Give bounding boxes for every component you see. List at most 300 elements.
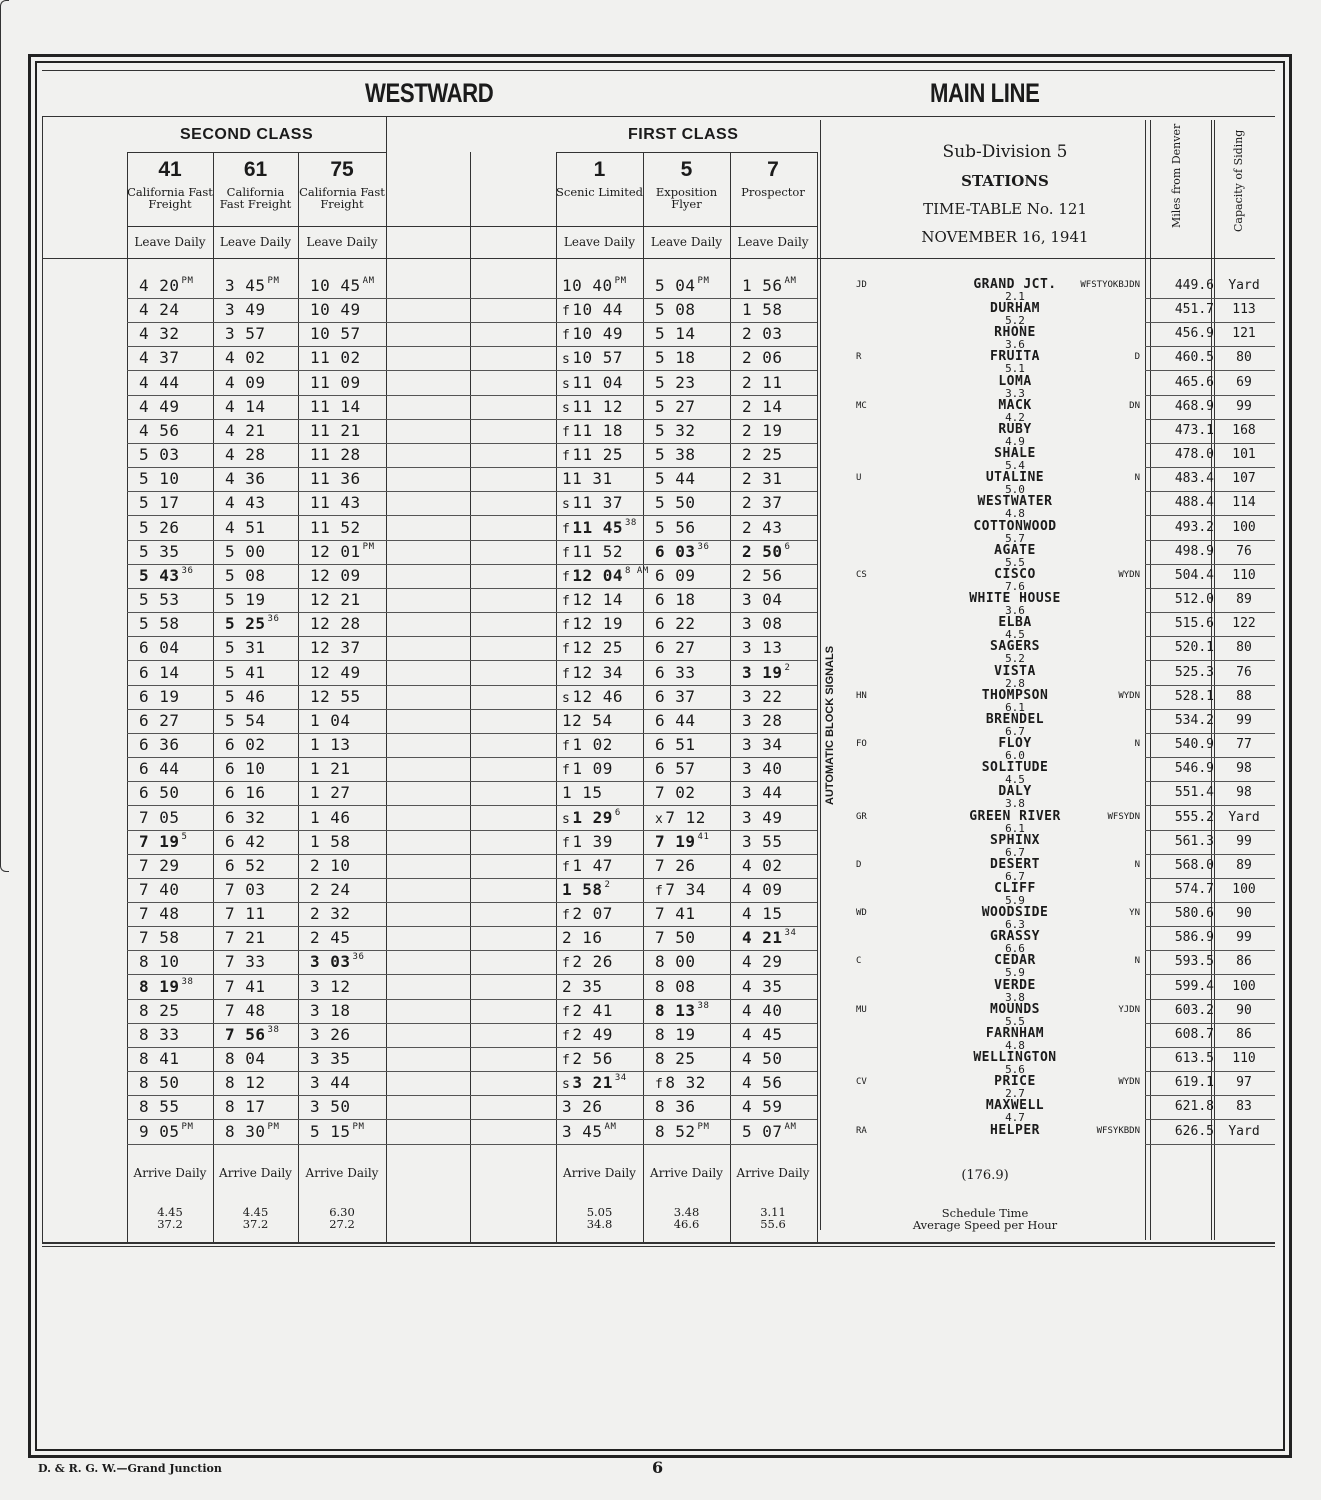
time-value: 3 34 xyxy=(742,735,783,755)
arrive-daily-label: Arrive Daily xyxy=(133,1166,207,1180)
station-facilities: WFSYKBDN xyxy=(1096,1125,1140,1136)
miles-from-denver: 619.1 xyxy=(1174,1075,1214,1091)
time-cell xyxy=(742,445,783,464)
siding-capacity: 83 xyxy=(1236,1099,1252,1115)
miles-from-denver: 515.6 xyxy=(1174,616,1214,632)
station-name: LOMA xyxy=(998,373,1032,389)
time-value: 6 51 xyxy=(655,735,696,755)
time-cell xyxy=(742,373,783,392)
time-cell xyxy=(225,590,266,609)
time-value: 7 12 xyxy=(665,807,706,827)
schedule-time: 4.45 xyxy=(242,1205,269,1219)
time-value: 7 21 xyxy=(225,928,266,948)
time-value: 8 10 xyxy=(139,952,180,972)
time-value: 3 04 xyxy=(742,590,783,610)
time-cell xyxy=(225,711,266,730)
time-cell xyxy=(139,1097,180,1116)
station-code: D xyxy=(856,859,862,870)
time-value: 3 55 xyxy=(742,831,783,851)
time-value: 6 27 xyxy=(655,638,696,658)
row-rule xyxy=(127,370,817,371)
col-rule xyxy=(386,152,387,1242)
time-value: 6 42 xyxy=(225,831,266,851)
miles-from-denver: 528.1 xyxy=(1174,688,1214,704)
time-value: 1 47 xyxy=(572,855,613,875)
time-cell xyxy=(562,663,623,682)
time-value: 4 02 xyxy=(225,348,266,368)
row-rule xyxy=(127,757,817,758)
time-cell xyxy=(742,469,783,488)
miles-from-denver: 460.5 xyxy=(1174,350,1214,366)
time-cell xyxy=(562,397,623,416)
time-value: 3 12 xyxy=(310,976,351,996)
station-name: WHITE HOUSE xyxy=(969,591,1061,607)
time-cell xyxy=(310,735,351,754)
miles-from-denver: 451.7 xyxy=(1174,302,1214,318)
time-cell xyxy=(225,373,266,392)
time-cell xyxy=(225,300,266,319)
station-distance: 6.1 xyxy=(1005,700,1025,714)
time-note: 34 xyxy=(784,928,797,939)
station-distance: 6.0 xyxy=(1005,749,1025,763)
time-cell xyxy=(225,1025,279,1044)
time-cell xyxy=(310,397,361,416)
time-note: PM xyxy=(267,276,280,286)
time-cell xyxy=(310,276,375,295)
time-cell xyxy=(139,759,180,778)
time-cell xyxy=(742,1122,796,1141)
time-cell xyxy=(139,663,180,682)
time-cell xyxy=(655,687,696,706)
stop-flag: x xyxy=(655,811,664,827)
station-name: WELLINGTON xyxy=(973,1050,1057,1066)
time-value: 11 31 xyxy=(562,469,613,489)
time-value: 4 45 xyxy=(742,1024,783,1044)
time-value: 5 00 xyxy=(225,541,266,561)
time-cell xyxy=(562,687,623,706)
col-rule-class xyxy=(386,116,387,152)
siding-capacity: 77 xyxy=(1236,737,1252,753)
miles-from-denver-label: Miles from Denver xyxy=(1170,123,1183,228)
station-facilities: WFSTYOKBJDN xyxy=(1080,280,1140,290)
time-cell xyxy=(655,518,696,537)
rule-bottom xyxy=(42,1242,1275,1244)
siding-capacity: 89 xyxy=(1236,592,1252,608)
time-cell xyxy=(562,566,649,585)
time-cell xyxy=(742,1025,783,1044)
siding-capacity: 100 xyxy=(1232,978,1256,994)
siding-capacity: 168 xyxy=(1232,422,1256,438)
time-cell xyxy=(310,493,361,512)
time-note: 2 xyxy=(604,880,611,890)
time-value: 4 50 xyxy=(742,1049,783,1069)
station-distance: 6.7 xyxy=(1005,845,1025,859)
miles-from-denver: 449.6 xyxy=(1174,278,1214,293)
time-cell xyxy=(225,542,266,561)
time-value: 2 37 xyxy=(742,493,783,513)
time-value: 6 36 xyxy=(139,735,180,755)
time-value: 5 35 xyxy=(139,541,180,561)
time-value: 2 45 xyxy=(310,928,351,948)
siding-capacity: 101 xyxy=(1232,447,1256,463)
station-name: ELBA xyxy=(998,615,1032,631)
row-rule xyxy=(1145,926,1275,927)
schedule-time: 3.11 xyxy=(760,1205,786,1219)
time-value: 4 14 xyxy=(225,396,266,416)
time-value: 11 52 xyxy=(310,517,361,537)
rule-first xyxy=(556,152,817,153)
time-cell xyxy=(655,1049,696,1068)
time-cell xyxy=(225,421,266,440)
station-name: AGATE xyxy=(994,542,1036,558)
siding-capacity: Yard xyxy=(1228,278,1260,293)
time-value: 8 25 xyxy=(139,1000,180,1020)
rule-second xyxy=(127,152,386,153)
time-note: 6 xyxy=(614,807,621,818)
time-cell xyxy=(655,856,696,875)
rule-bottom-2 xyxy=(42,1246,1275,1247)
stop-flag: f xyxy=(562,763,571,779)
station-name: BRENDEL xyxy=(985,711,1045,727)
time-cell xyxy=(562,542,623,561)
time-cell xyxy=(310,759,351,778)
time-cell xyxy=(225,1049,266,1068)
time-value: 2 56 xyxy=(742,565,783,585)
time-value: 2 41 xyxy=(572,1000,613,1020)
time-value: 2 14 xyxy=(742,396,783,416)
time-value: 3 03 xyxy=(310,952,351,972)
time-value: 2 31 xyxy=(742,469,783,489)
time-note: AM xyxy=(362,276,375,286)
time-value: 8 04 xyxy=(225,1049,266,1069)
time-value: 4 43 xyxy=(225,493,266,513)
time-cell xyxy=(742,1001,783,1020)
station-name: GREEN RIVER xyxy=(969,808,1061,824)
heading-westward: WESTWARD xyxy=(365,78,494,108)
time-cell xyxy=(742,856,783,875)
time-note: PM xyxy=(181,276,194,286)
time-value: 4 09 xyxy=(742,880,783,899)
time-value: 12 28 xyxy=(310,614,361,634)
station-distance: 4.9 xyxy=(1005,434,1025,448)
time-value: 11 28 xyxy=(310,445,361,465)
time-cell xyxy=(310,1049,351,1068)
station-distance: 7.6 xyxy=(1005,579,1025,593)
row-rule xyxy=(1145,950,1275,951)
time-note: 36 xyxy=(352,952,365,963)
row-rule xyxy=(127,564,817,565)
station-code: WD xyxy=(856,908,867,919)
time-value: 5 10 xyxy=(139,469,180,489)
station-facilities: DN xyxy=(1129,400,1140,411)
stop-flag: s xyxy=(562,497,571,513)
col-rule xyxy=(817,152,818,1242)
miles-from-denver: 456.9 xyxy=(1174,326,1214,342)
time-cell xyxy=(742,1049,783,1068)
station-code: GR xyxy=(856,811,867,822)
miles-from-denver: 608.7 xyxy=(1174,1026,1214,1042)
time-value: 2 24 xyxy=(310,880,351,899)
row-rule xyxy=(127,733,817,734)
time-cell xyxy=(310,952,364,971)
time-cell xyxy=(562,590,623,609)
time-cell xyxy=(562,1122,616,1141)
time-value: 6 22 xyxy=(655,614,696,634)
time-cell xyxy=(655,759,696,778)
miles-from-denver: 493.2 xyxy=(1174,519,1214,535)
siding-capacity: 97 xyxy=(1236,1075,1252,1091)
time-value: 5 08 xyxy=(655,300,696,320)
time-note: AM xyxy=(604,1121,617,1132)
average-speed: 34.8 xyxy=(586,1217,613,1231)
time-value: 5 53 xyxy=(139,590,180,610)
stop-flag: s xyxy=(562,400,571,416)
row-rule xyxy=(127,1023,817,1024)
time-value: 2 06 xyxy=(742,348,783,368)
siding-capacity: Yard xyxy=(1228,1123,1260,1139)
time-value: 2 07 xyxy=(572,904,613,924)
time-cell xyxy=(655,300,696,319)
time-value: 8 19 xyxy=(655,1024,696,1044)
time-cell xyxy=(562,614,623,633)
row-rule xyxy=(127,322,817,323)
stop-flag: f xyxy=(562,1028,571,1044)
miles-from-denver: 586.9 xyxy=(1174,930,1214,946)
siding-capacity: 90 xyxy=(1236,1002,1252,1018)
row-rule xyxy=(127,346,817,347)
time-cell xyxy=(139,880,180,899)
row-rule xyxy=(1145,346,1275,347)
time-cell xyxy=(742,687,783,706)
time-value: 11 02 xyxy=(310,348,361,368)
time-value: 2 03 xyxy=(742,324,783,344)
miles-from-denver: 504.4 xyxy=(1174,567,1214,583)
time-cell xyxy=(139,783,180,802)
time-note: PM xyxy=(697,1121,710,1132)
time-cell xyxy=(139,808,180,827)
time-value: 8 08 xyxy=(655,976,696,996)
time-cell xyxy=(655,977,696,996)
station-distance: 5.5 xyxy=(1005,1014,1025,1028)
time-cell xyxy=(742,904,783,923)
siding-capacity: 76 xyxy=(1236,543,1252,559)
heading-first-class: FIRST CLASS xyxy=(628,126,739,143)
time-cell xyxy=(225,397,266,416)
time-cell xyxy=(655,1001,709,1020)
time-value: 2 25 xyxy=(742,445,783,465)
time-cell xyxy=(742,348,783,367)
stop-flag: f xyxy=(562,449,571,465)
time-cell xyxy=(742,783,783,802)
time-cell xyxy=(562,518,637,537)
stop-flag: f xyxy=(655,884,664,899)
time-value: 5 31 xyxy=(225,638,266,658)
stop-flag: f xyxy=(562,1053,571,1069)
time-value: 3 22 xyxy=(742,686,783,706)
time-value: 11 43 xyxy=(310,493,361,513)
row-rule xyxy=(1145,540,1275,541)
siding-capacity: 121 xyxy=(1232,326,1256,342)
miles-from-denver: 478.0 xyxy=(1174,447,1214,463)
time-value: 11 04 xyxy=(572,372,623,392)
time-cell xyxy=(562,1097,603,1116)
time-cell xyxy=(139,711,180,730)
time-value: 1 02 xyxy=(572,735,613,755)
time-cell xyxy=(562,928,603,947)
timetable-number: TIME-TABLE No. 121 xyxy=(923,200,1087,218)
stop-flag: f xyxy=(562,521,571,537)
station-distance: 6.7 xyxy=(1005,869,1025,883)
time-value: 11 52 xyxy=(572,541,623,561)
time-note: 2 xyxy=(784,662,791,673)
time-value: 6 50 xyxy=(139,783,180,803)
row-rule xyxy=(127,467,817,468)
time-cell xyxy=(655,880,706,899)
time-value: 12 04 xyxy=(572,565,623,585)
row-rule xyxy=(1145,419,1275,420)
time-cell xyxy=(742,711,783,730)
time-cell xyxy=(310,469,361,488)
total-distance: (176.9) xyxy=(961,1168,1009,1183)
time-value: 1 21 xyxy=(310,759,351,779)
time-value: 12 54 xyxy=(562,710,613,730)
time-cell xyxy=(562,880,610,899)
train-number: 75 xyxy=(330,158,354,181)
time-value: 12 14 xyxy=(572,590,623,610)
time-value: 8 41 xyxy=(139,1049,180,1069)
row-rule xyxy=(1145,781,1275,782)
time-note: 38 xyxy=(697,1000,710,1011)
time-value: 11 09 xyxy=(310,372,361,392)
time-cell xyxy=(742,614,783,633)
row-rule xyxy=(1145,660,1275,661)
time-cell xyxy=(225,276,279,295)
row-rule xyxy=(127,709,817,710)
time-cell xyxy=(562,711,613,730)
stop-flag: s xyxy=(562,690,571,706)
average-speed: 27.2 xyxy=(329,1217,355,1231)
station-distance: 4.7 xyxy=(1005,1111,1025,1125)
time-value: 5 27 xyxy=(655,396,696,416)
row-rule xyxy=(1145,636,1275,637)
row-rule xyxy=(127,805,817,806)
time-value: 5 56 xyxy=(655,517,696,537)
rule-top xyxy=(42,70,1275,71)
row-rule xyxy=(1145,902,1275,903)
time-cell xyxy=(139,687,180,706)
time-cell xyxy=(225,1001,266,1020)
time-value: 8 52 xyxy=(655,1121,696,1141)
arrive-daily-label: Arrive Daily xyxy=(650,1166,723,1180)
time-value: 6 02 xyxy=(225,735,266,755)
row-rule xyxy=(1145,733,1275,734)
time-cell xyxy=(310,832,351,851)
time-cell xyxy=(225,759,266,778)
siding-capacity: 114 xyxy=(1232,495,1256,511)
schedule-time: 4.45 xyxy=(157,1205,183,1219)
row-rule xyxy=(1145,612,1275,613)
time-value: 6 10 xyxy=(225,759,266,779)
station-name: FRUITA xyxy=(990,349,1040,365)
time-value: 7 56 xyxy=(225,1024,266,1044)
time-cell xyxy=(139,1049,180,1068)
row-rule xyxy=(1145,298,1275,299)
time-value: 4 56 xyxy=(139,420,180,440)
time-cell xyxy=(225,493,266,512)
train-name: Exposition Flyer xyxy=(655,185,718,211)
time-cell xyxy=(562,300,623,319)
time-note: PM xyxy=(614,276,627,286)
siding-capacity: 113 xyxy=(1232,302,1256,318)
time-cell xyxy=(310,542,375,561)
timetable-date: NOVEMBER 16, 1941 xyxy=(921,228,1089,246)
train-name: Scenic Limited xyxy=(556,185,643,199)
time-note: PM xyxy=(181,1121,194,1132)
time-cell xyxy=(225,324,266,343)
time-cell xyxy=(310,518,361,537)
time-value: 6 44 xyxy=(139,759,180,779)
time-cell xyxy=(562,469,613,488)
station-code: U xyxy=(856,473,862,484)
time-cell xyxy=(562,856,613,875)
time-value: 2 26 xyxy=(572,952,613,972)
time-cell xyxy=(139,324,180,343)
time-note: 36 xyxy=(697,541,710,552)
time-value: 4 28 xyxy=(225,445,266,465)
siding-capacity: 99 xyxy=(1236,833,1252,849)
time-value: 2 35 xyxy=(562,976,603,996)
miles-from-denver: 574.7 xyxy=(1174,882,1214,897)
time-cell xyxy=(310,638,361,657)
miles-from-denver: 520.1 xyxy=(1174,640,1214,656)
time-cell xyxy=(310,977,351,996)
time-cell xyxy=(139,638,180,657)
row-rule xyxy=(127,974,817,975)
station-distance: 5.2 xyxy=(1005,314,1025,328)
station-distance: 5.9 xyxy=(1005,966,1025,980)
station-facilities: N xyxy=(1134,739,1140,750)
row-rule xyxy=(127,950,817,951)
train-name: California Fast Freight xyxy=(127,185,213,211)
time-note: 8 AM xyxy=(625,565,649,576)
station-distance: 5.6 xyxy=(1005,1063,1025,1077)
time-value: 5 23 xyxy=(655,372,696,392)
time-value: 8 36 xyxy=(655,1097,696,1117)
time-cell xyxy=(310,711,351,730)
station-code: MU xyxy=(856,1004,867,1015)
time-value: 1 15 xyxy=(562,783,603,803)
time-cell xyxy=(139,469,180,488)
row-rule xyxy=(1145,805,1275,806)
row-rule xyxy=(127,419,817,420)
time-value: 11 12 xyxy=(572,396,623,416)
time-note: 38 xyxy=(181,976,194,987)
time-value: 4 21 xyxy=(225,420,266,440)
row-rule xyxy=(127,612,817,613)
row-rule xyxy=(1145,974,1275,975)
leave-daily-label: Leave Daily xyxy=(563,235,636,249)
miles-from-denver: 540.9 xyxy=(1174,737,1214,753)
time-value: 6 19 xyxy=(139,686,180,706)
time-cell xyxy=(655,373,696,392)
time-cell xyxy=(225,687,266,706)
station-name: SHALE xyxy=(994,446,1036,462)
miles-from-denver: 498.9 xyxy=(1174,543,1214,559)
time-cell xyxy=(139,856,180,875)
average-speed: 46.6 xyxy=(673,1217,700,1231)
stop-flag: f xyxy=(562,1004,571,1020)
time-cell xyxy=(139,590,180,609)
